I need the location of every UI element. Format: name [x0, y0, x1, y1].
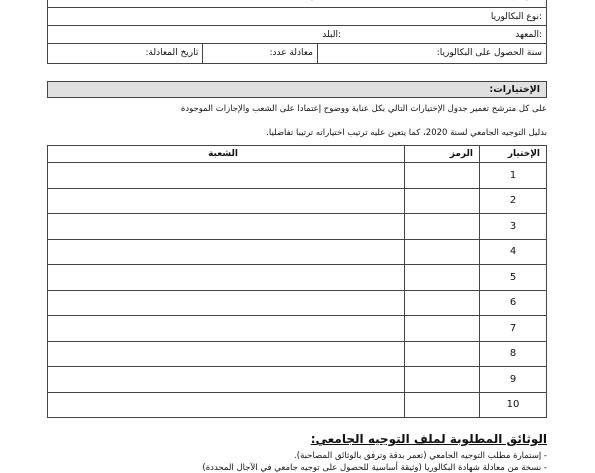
column-header-branch: الشعبة	[48, 146, 405, 163]
bac-type-label: نوع البكالوريا:	[490, 12, 542, 22]
equivalence-number-label: معادلة عدد:	[269, 48, 313, 58]
bac-type-row	[48, 8, 546, 26]
branch-cell[interactable]	[48, 188, 405, 214]
info-fragment	[507, 0, 540, 1]
choices-header: الإختيارات:	[47, 81, 547, 98]
branch-cell[interactable]	[48, 214, 405, 240]
bac-year-cell	[317, 44, 546, 63]
choice-number: 1	[480, 163, 547, 189]
code-cell[interactable]	[405, 341, 480, 367]
choice-number: 2	[480, 188, 547, 214]
code-cell[interactable]	[405, 214, 480, 240]
info-fragment	[351, 0, 376, 1]
choices-table-header-row	[48, 146, 547, 163]
column-header-choice: الإختيار	[480, 146, 547, 163]
choice-number: 10	[480, 392, 547, 418]
bac-year-row	[48, 44, 546, 63]
branch-cell[interactable]	[48, 239, 405, 265]
choices-paragraph-line2: بدليل التوجيه الجامعي لسنة 2020، كما يتعين عليه ترتيب اختياراته ترتيبا تفاضليا.	[266, 128, 547, 138]
code-cell[interactable]	[405, 367, 480, 393]
branch-cell[interactable]	[48, 341, 405, 367]
code-cell[interactable]	[405, 239, 480, 265]
documents-item: - إستمارة مطلب التوجيه الجامعي (تعمر بدقة وترفق بالوثائق المصاحبة).	[294, 451, 547, 461]
choice-number: 8	[480, 341, 547, 367]
choice-number: 4	[480, 239, 547, 265]
table-row	[48, 163, 547, 189]
table-row	[48, 265, 547, 291]
documents-title: الوثائق المطلوبة لملف التوجيه الجامعي:	[310, 432, 547, 446]
applicant-info-box	[47, 0, 547, 64]
equivalence-number-cell	[202, 44, 317, 63]
column-header-code: الرمز	[405, 146, 480, 163]
table-row	[48, 188, 547, 214]
equivalence-date-label: تاريخ المعادلة:	[145, 48, 199, 58]
institute-label: المعهد:	[515, 30, 542, 40]
table-row	[48, 214, 547, 240]
branch-cell[interactable]	[48, 316, 405, 342]
table-row	[48, 392, 547, 418]
table-row	[48, 316, 547, 342]
choices-paragraph-line1: على كل مترشح تعمير جدول الإختيارات التالي بكل عناية ووضوح إعتمادا على الشعب والإجازات الموجودة	[180, 104, 547, 114]
choices-table	[47, 145, 547, 418]
code-cell[interactable]	[405, 188, 480, 214]
info-row-partial	[48, 0, 546, 8]
table-row	[48, 239, 547, 265]
choice-number: 7	[480, 316, 547, 342]
code-cell[interactable]	[405, 316, 480, 342]
choice-number: 9	[480, 367, 547, 393]
equivalence-date-cell	[48, 44, 202, 63]
branch-cell[interactable]	[48, 163, 405, 189]
branch-cell[interactable]	[48, 367, 405, 393]
choice-number: 6	[480, 290, 547, 316]
branch-cell[interactable]	[48, 265, 405, 291]
table-row	[48, 341, 547, 367]
table-row	[48, 290, 547, 316]
code-cell[interactable]	[405, 265, 480, 291]
branch-cell[interactable]	[48, 290, 405, 316]
table-row	[48, 367, 547, 393]
institute-row	[48, 26, 546, 44]
branch-cell[interactable]	[48, 392, 405, 418]
choice-number: 5	[480, 265, 547, 291]
choice-number: 3	[480, 214, 547, 240]
country-label: البلد:	[322, 30, 341, 40]
code-cell[interactable]	[405, 290, 480, 316]
code-cell[interactable]	[405, 163, 480, 189]
documents-item: - نسخة من معادلة شهادة البكالوريا (وثيقة أساسية للحصول على توجيه جامعي في الآجال المحددة)	[202, 463, 547, 473]
bac-year-label: سنة الحصول على البكالوريا:	[436, 48, 542, 58]
code-cell[interactable]	[405, 392, 480, 418]
info-fragment	[304, 0, 326, 1]
